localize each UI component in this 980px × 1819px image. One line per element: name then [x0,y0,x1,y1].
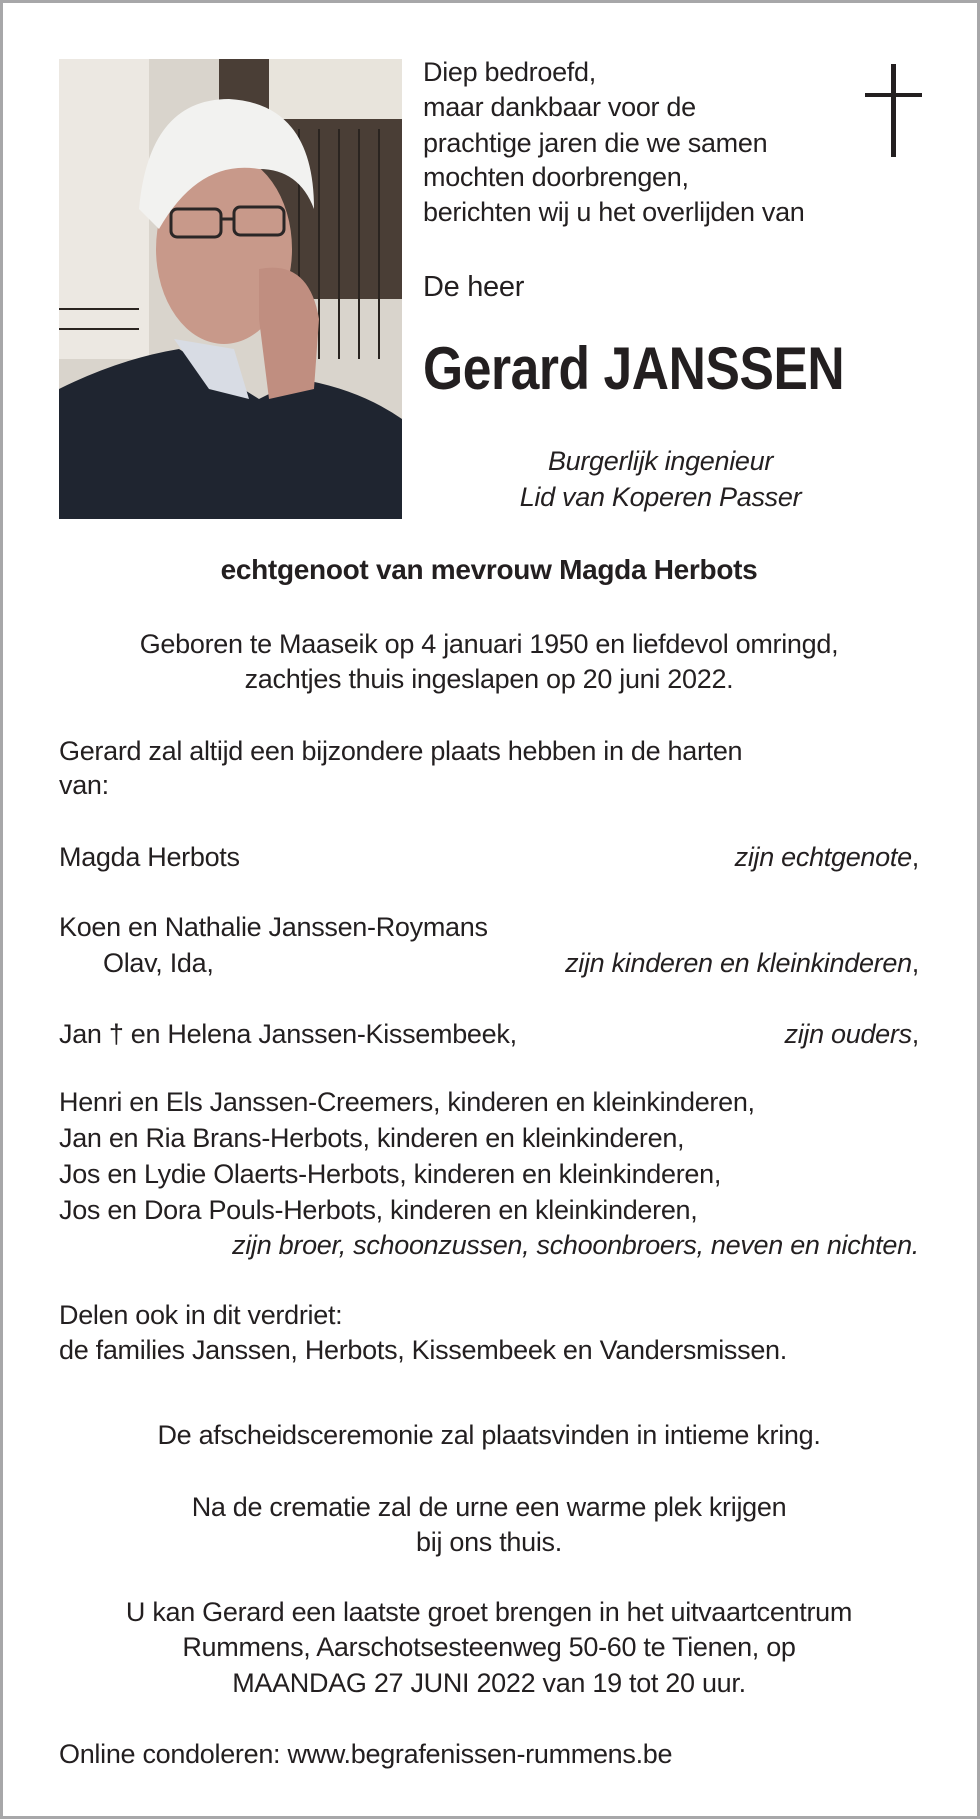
portrait-photo [59,59,402,519]
visit-line: MAANDAG 27 JUNI 2022 van 19 tot 20 uur. [232,1668,746,1698]
family-parents-name: Jan † en Helena Janssen-Kissembeek, [59,1019,517,1049]
intro-line: prachtige jaren die we samen [423,128,768,158]
intro-line: maar dankbaar voor de [423,92,696,122]
family-parents-role [785,1016,919,1052]
comma: , [911,948,919,978]
share-line: de families Janssen, Herbots, Kissembeek en Vandersmissen. [59,1335,787,1365]
family-grandchildren: Olav, Ida, [103,948,214,978]
cremation-line: bij ons thuis. [416,1527,562,1557]
birth-line: Geboren te Maaseik op 4 januari 1950 en liefdevol omringd, [139,629,839,659]
family-children-name: Koen en Nathalie Janssen-Roymans [59,912,488,942]
role-text: zijn echtgenote [734,842,912,872]
family-children-role [565,945,919,981]
online-condolence-link[interactable]: Online condoleren: www.begrafenissen-rummens.be [59,1739,673,1769]
role: Burgerlijk ingenieur [547,446,774,476]
title: De heer [423,271,525,303]
sibling-line: Jos en Dora Pouls-Herbots, kinderen en kleinkinderen, [59,1195,698,1225]
memory-line: van: [59,770,109,800]
ceremony-line: De afscheidsceremonie zal plaatsvinden in intieme kring. [157,1420,821,1450]
intro-line: mochten doorbrengen, [423,162,689,192]
intro-line: Diep bedroefd, [423,57,596,87]
family-spouse-name: Magda Herbots [59,842,240,872]
siblings-role: zijn broer, schoonzussen, schoonbroers, neven en nichten. [232,1230,919,1260]
cross-icon [865,64,922,157]
sibling-line: Jos en Lydie Olaerts-Herbots, kinderen en kleinkinderen, [59,1159,722,1189]
memory-line: Gerard zal altijd een bijzondere plaats hebben in de harten [59,736,743,766]
sibling-line: Jan en Ria Brans-Herbots, kinderen en kleinkinderen, [59,1123,685,1153]
share-line: Delen ook in dit verdriet: [59,1300,343,1330]
cremation-line: Na de crematie zal de urne een warme plek krijgen [191,1492,787,1522]
visit-line: U kan Gerard een laatste groet brengen in het uitvaartcentrum [125,1597,853,1627]
role-text: zijn ouders [784,1019,912,1049]
role-text: zijn kinderen en kleinkinderen [565,948,912,978]
visit-line: Rummens, Aarschotsesteenweg 50-60 te Tienen, op [182,1632,796,1662]
spouse-line: echtgenoot van mevrouw Magda Herbots [220,554,758,585]
comma: , [911,842,919,872]
family-spouse-role [735,839,919,875]
birth-line: zachtjes thuis ingeslapen op 20 juni 2022. [244,664,734,694]
sibling-line: Henri en Els Janssen-Creemers, kinderen en kleinkinderen, [59,1087,755,1117]
comma: , [911,1019,919,1049]
deceased-name: Gerard JANSSEN [423,335,845,402]
intro-line: berichten wij u het overlijden van [423,197,805,227]
role: Lid van Koperen Passer [519,482,802,512]
